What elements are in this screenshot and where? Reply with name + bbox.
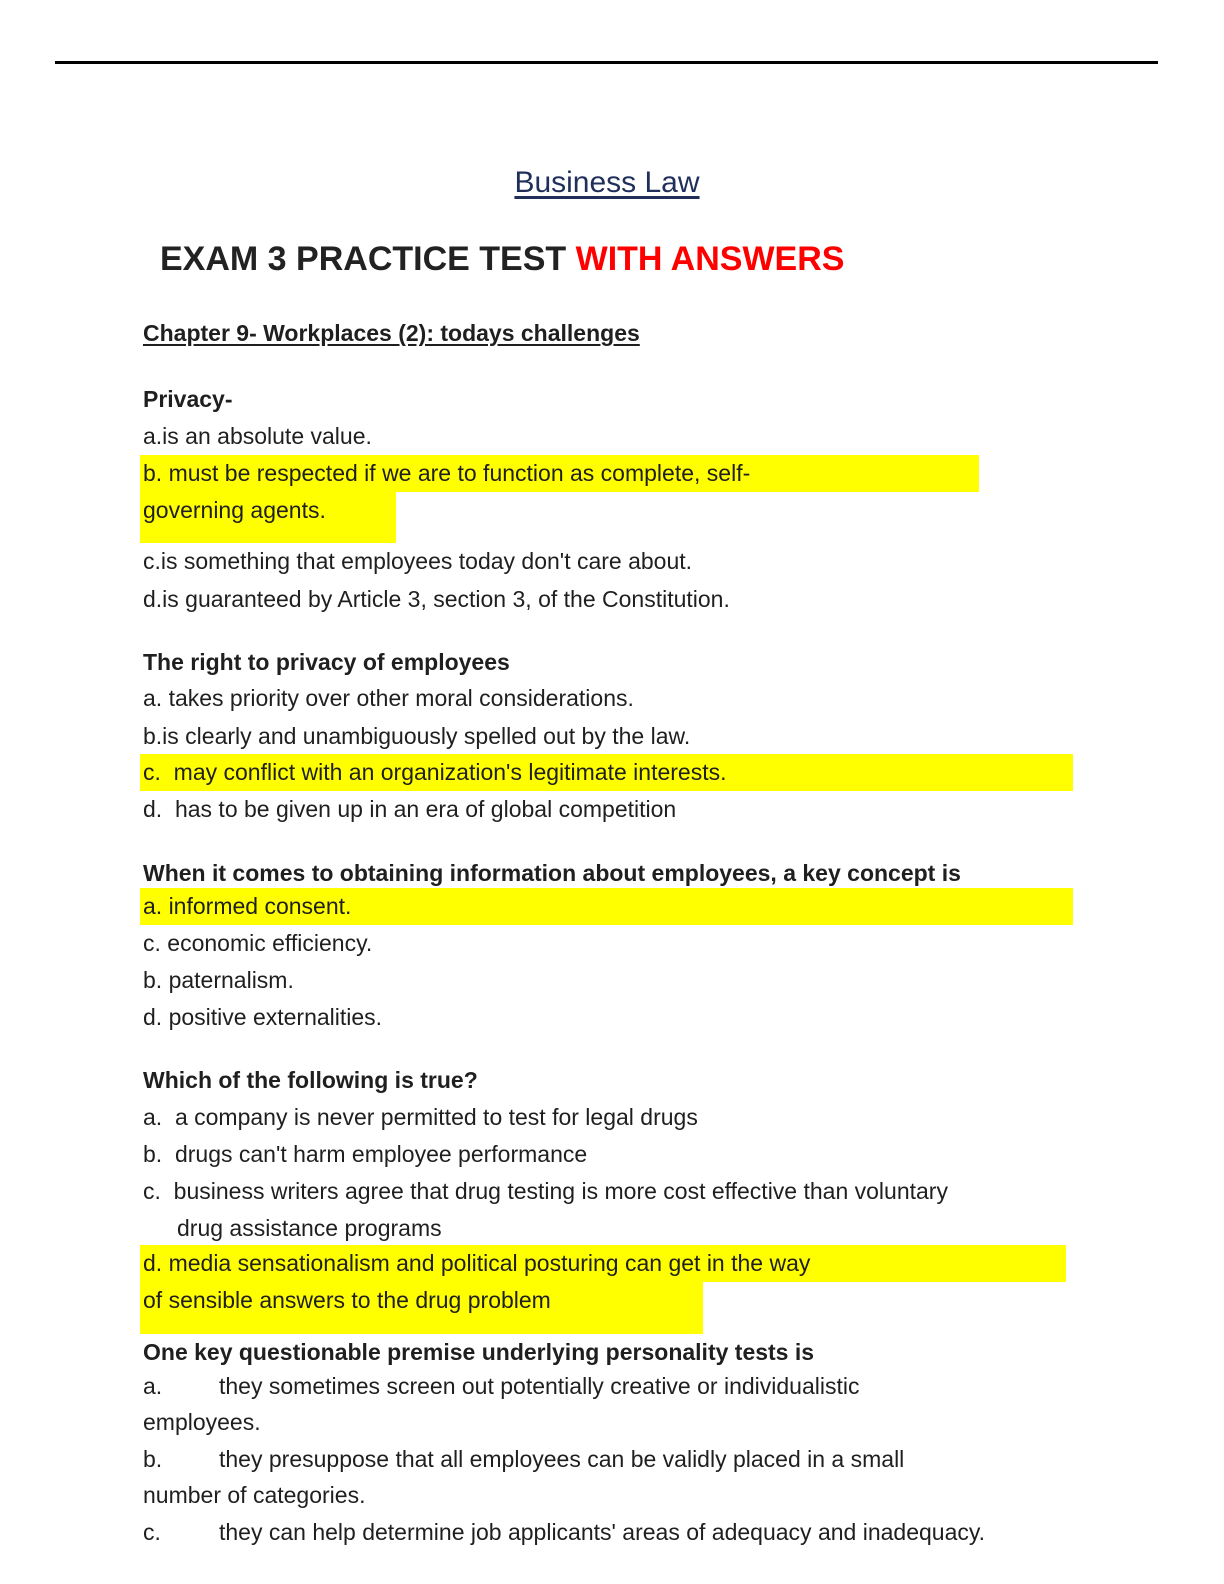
question-4-option-d-continued: of sensible answers to the drug problem xyxy=(143,1287,551,1313)
question-1-prompt: Privacy- xyxy=(143,386,233,412)
question-1-option-b-continued: governing agents. xyxy=(143,497,326,523)
question-5-option-b-continued: number of categories. xyxy=(143,1482,366,1508)
question-1-option-a: a.is an absolute value. xyxy=(143,423,372,449)
question-2-option-b: b.is clearly and unambiguously spelled out by the law. xyxy=(143,723,691,749)
question-5-option-b xyxy=(143,1446,904,1473)
question-3-option-a: a. informed consent. xyxy=(143,893,352,919)
option-letter: a. xyxy=(143,1373,163,1399)
question-1-option-b: b. must be respected if we are to function as complete, self- xyxy=(143,460,751,486)
question-3-option-d: d. positive externalities. xyxy=(143,1004,383,1030)
question-4-option-c: c. business writers agree that drug testing is more cost effective than voluntary xyxy=(143,1178,948,1204)
question-5-option-a xyxy=(143,1373,859,1400)
exam-title-main: EXAM 3 PRACTICE TEST xyxy=(160,240,567,278)
question-4-prompt: Which of the following is true? xyxy=(143,1067,478,1093)
question-3-prompt: When it comes to obtaining information about employees, a key concept is xyxy=(143,860,961,886)
question-1-option-d: d.is guaranteed by Article 3, section 3, of the Constitution. xyxy=(143,586,730,612)
option-text: they can help determine job applicants' areas of adequacy and inadequacy. xyxy=(219,1519,986,1545)
option-letter: b. xyxy=(143,1446,163,1472)
option-text: they sometimes screen out potentially creative or individualistic xyxy=(219,1373,860,1399)
top-horizontal-rule xyxy=(55,61,1158,64)
course-title: Business Law xyxy=(514,166,700,199)
exam-title xyxy=(160,240,844,279)
question-4-option-a: a. a company is never permitted to test for legal drugs xyxy=(143,1104,698,1130)
question-3-option-c: c. economic efficiency. xyxy=(143,930,373,956)
question-2-prompt: The right to privacy of employees xyxy=(143,649,510,675)
question-5-option-a-continued: employees. xyxy=(143,1409,261,1435)
chapter-heading: Chapter 9- Workplaces (2): todays challenges xyxy=(143,320,640,346)
option-text: they presuppose that all employees can be validly placed in a small xyxy=(219,1446,905,1472)
exam-title-highlight: WITH ANSWERS xyxy=(575,240,845,278)
question-2-option-a: a. takes priority over other moral considerations. xyxy=(143,685,634,711)
question-5-prompt: One key questionable premise underlying personality tests is xyxy=(143,1339,815,1365)
question-1-option-c: c.is something that employees today don't care about. xyxy=(143,548,693,574)
question-3-option-b: b. paternalism. xyxy=(143,967,294,993)
question-2-option-d: d. has to be given up in an era of global competition xyxy=(143,796,677,822)
question-4-option-b: b. drugs can't harm employee performance xyxy=(143,1141,588,1167)
question-4-option-d: d. media sensationalism and political posturing can get in the way xyxy=(143,1250,811,1276)
question-2-option-c: c. may conflict with an organization's legitimate interests. xyxy=(143,759,727,785)
question-4-option-c-continued: drug assistance programs xyxy=(177,1215,442,1241)
option-letter: c. xyxy=(143,1519,161,1545)
question-5-option-c xyxy=(143,1519,985,1546)
